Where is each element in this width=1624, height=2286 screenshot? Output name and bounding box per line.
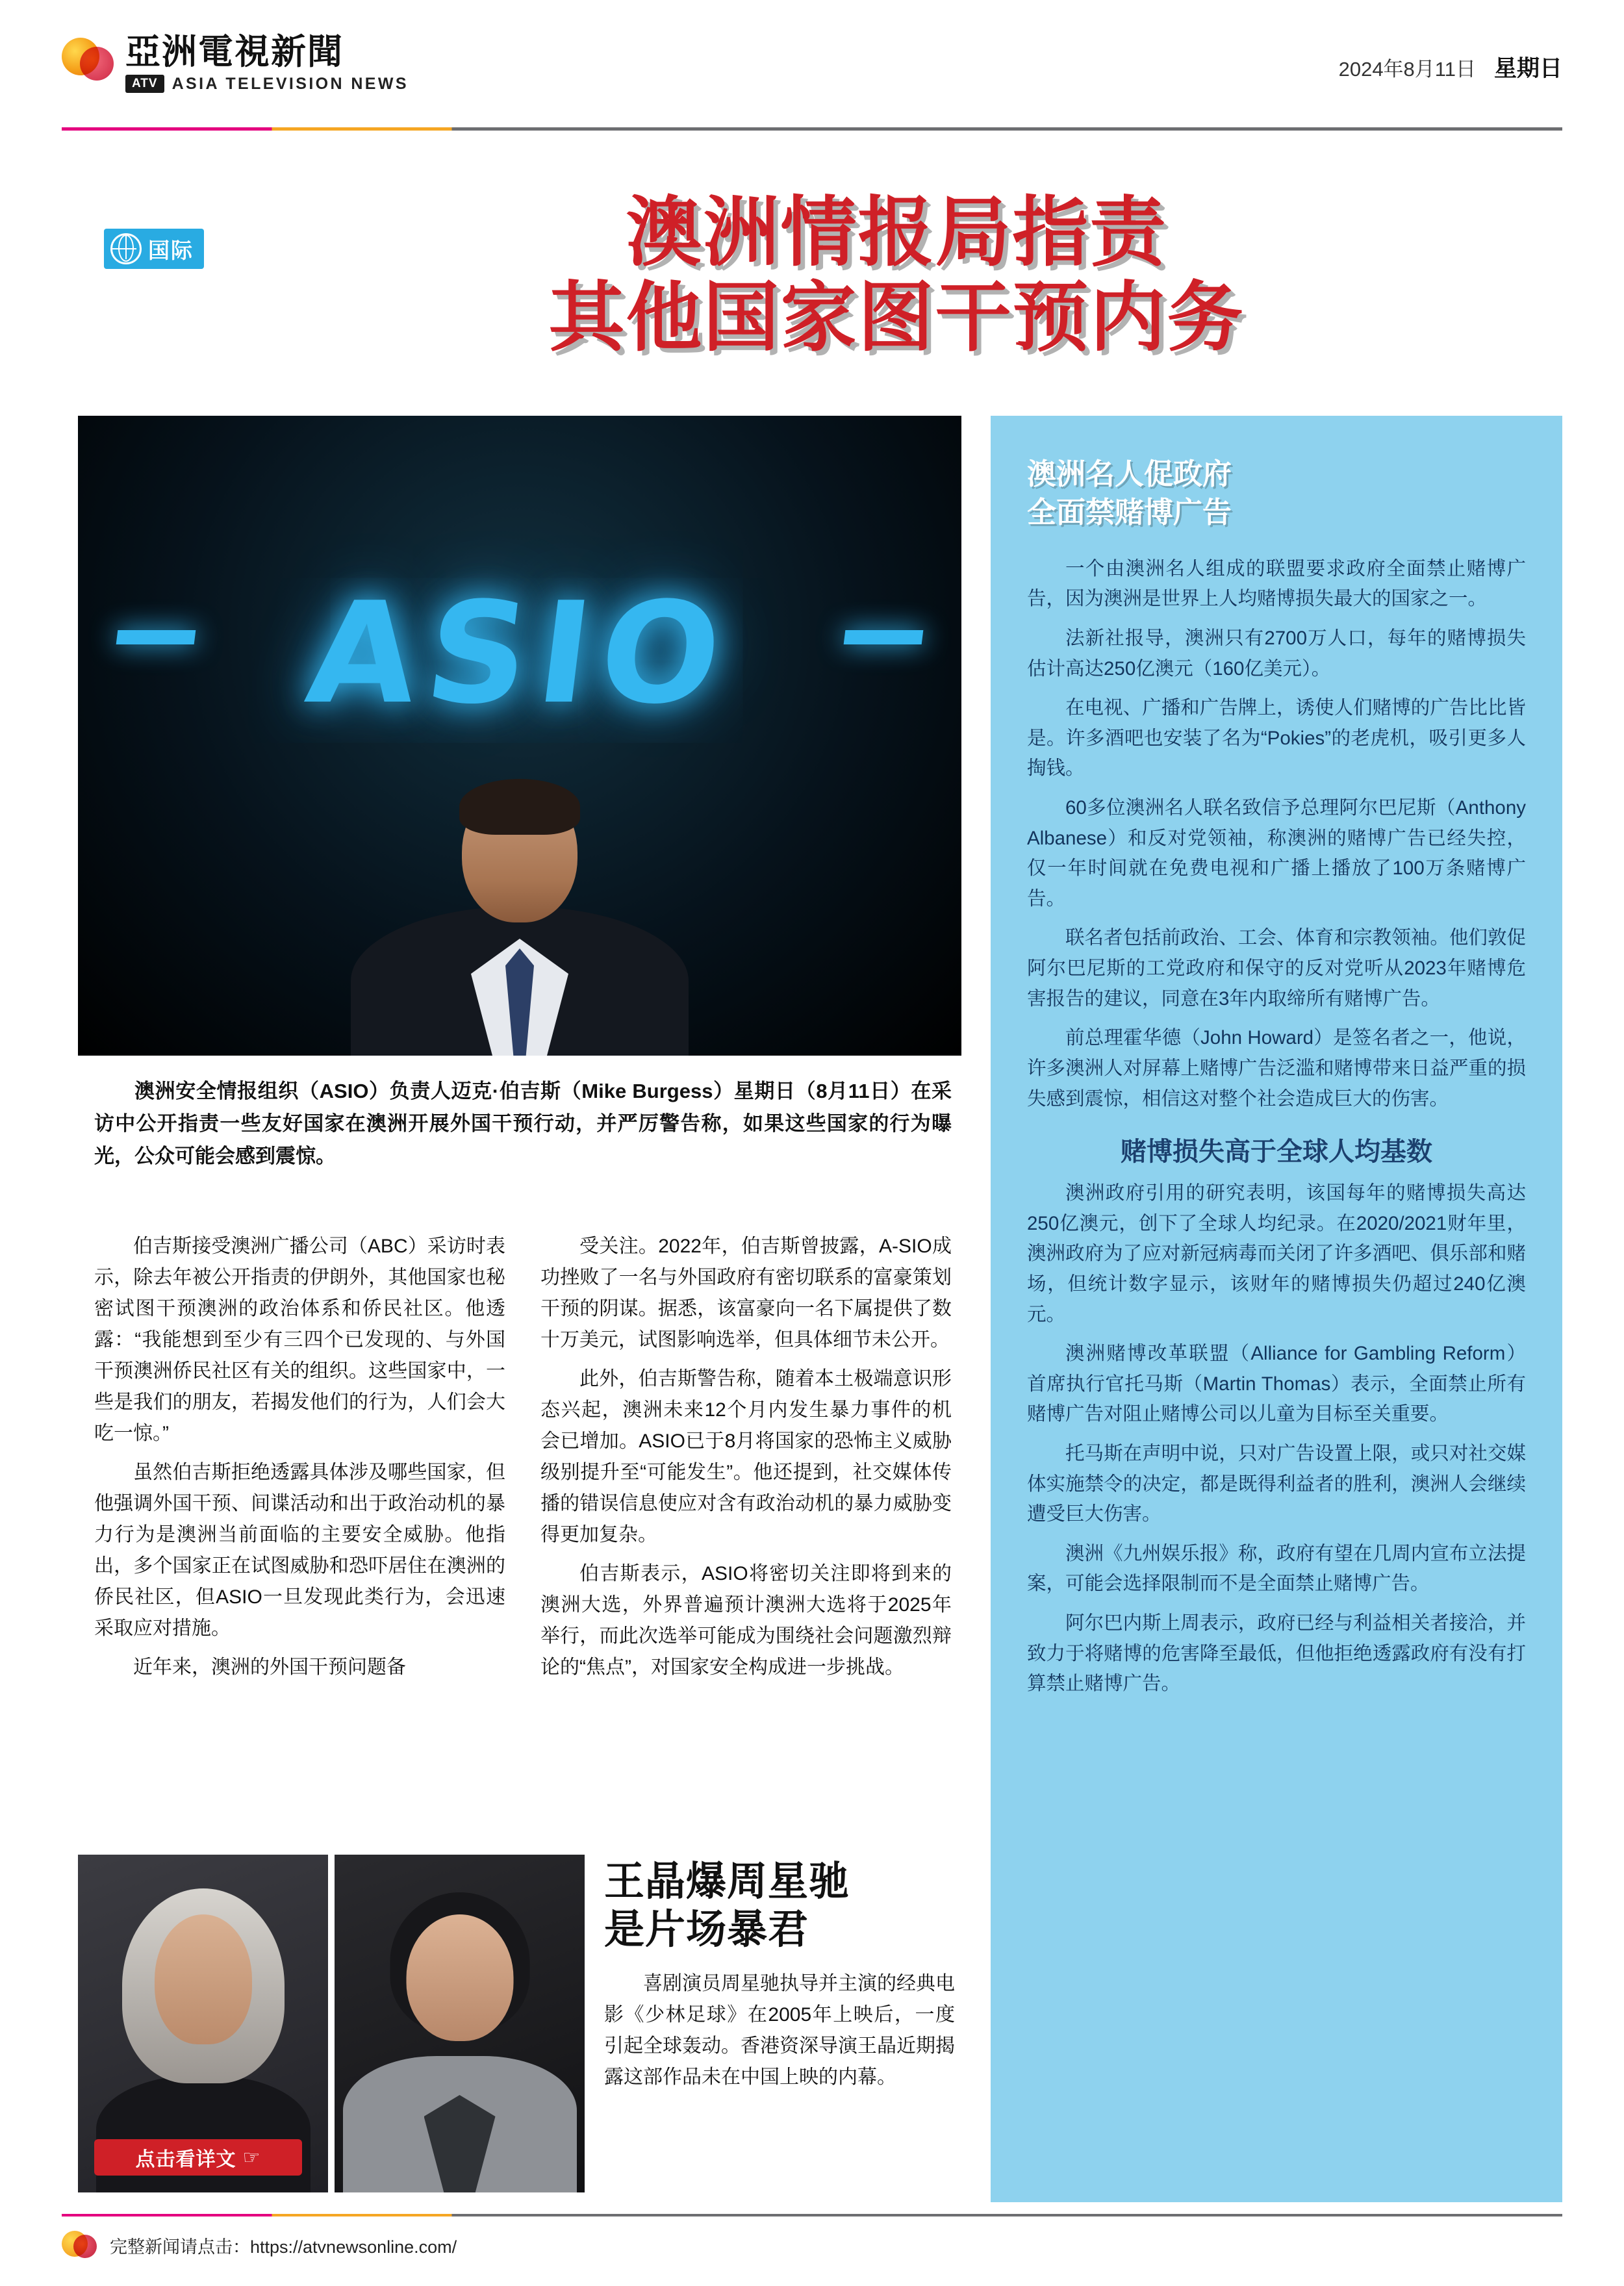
sidebar-paragraph: 澳洲赌博改革联盟（Alliance for Gambling Reform）首席执行官托马斯（Martin Thomas）表示，全面禁止所有赌博广告对阻止赌博公司以儿童为目标至关重要。: [1027, 1343, 1526, 1425]
sidebar-paragraph: 澳洲政府引用的研究表明，该国每年的赌博损失高达250亿澳元，创下了全球人均纪录。在2020/2021财年里，澳洲政府为了应对新冠病毒而关闭了许多酒吧、俱乐部和赌场，但统计数字显示，该财年的赌博损失仍超过240亿澳元。: [1027, 1182, 1526, 1325]
logo-title-en: ASIA TELEVISION NEWS: [171, 74, 409, 93]
logo-title-cn: 亞洲電視新聞: [125, 32, 344, 71]
sidebar-subheading: 赌博损失高于全球人均基数: [1121, 1137, 1432, 1167]
cursor-icon: ☞: [242, 2146, 261, 2168]
paragraph: 近年来，澳洲的外国干预问题备: [133, 1657, 406, 1678]
paragraph: 此外，伯吉斯警告称，随着本土极端意识形态兴起，澳洲未来12个月内发生暴力事件的机会已增加。ASIO已于8月将国家的恐怖主义威胁级别提升至“可能发生”。他还提到，社交媒体传播的错误信息使应对含有政治动机的暴力威胁变得更加复杂。: [540, 1368, 952, 1545]
headline-line-2: 其他国家图干预内务: [548, 273, 1245, 362]
publication-weekday: 星期日: [1493, 56, 1562, 81]
asio-dash-right: [844, 630, 924, 644]
atv-logo-icon: [62, 36, 114, 88]
sidebar-paragraph: 前总理霍华德（John Howard）是签名者之一，他说，许多澳洲人对屏幕上赌博广告泛滥和赌博带来日益严重的损失感到震惊，相信这对整个社会造成巨大的伤害。: [1027, 1027, 1526, 1110]
footer: [62, 2227, 457, 2263]
paragraph: 伯吉斯接受澳洲广播公司（ABC）采访时表示，除去年被公开指责的伊朗外，其他国家也秘密试图干预澳洲的政治体系和侨民社区。他透露：“我能想到至少有三四个已发现的、与外国干预澳洲侨民社区有关的组织。这些国家中，一些是我们的朋友，若揭发他们的行为，人们会大吃一惊。”: [94, 1236, 505, 1444]
footer-link[interactable]: 完整新闻请点击：https://atvnewsonline.com/: [110, 2237, 457, 2257]
secondary-headline-line-1: 王晶爆周星驰: [604, 1859, 850, 1904]
sidebar-paragraph: 法新社报导，澳洲只有2700万人口，每年的赌博损失估计高达250亿澳元（160亿美元）。: [1027, 628, 1526, 679]
publication-date: 2024年8月11日: [1338, 58, 1476, 81]
sidebar-title: [1027, 455, 1526, 532]
sidebar-paragraph: 托马斯在声明中说，只对广告设置上限，或只对社交媒体实施禁令的决定，都是既得利益者的胜利，澳洲人会继续遭受巨大伤害。: [1027, 1443, 1526, 1525]
atv-footer-logo-icon: [62, 2227, 98, 2263]
sidebar-paragraph: 联名者包括前政治、工会、体育和宗教领袖。他们敦促阿尔巴尼斯的工党政府和保守的反对党听从2023年赌博危害报告的建议，同意在3年内取缔所有赌博广告。: [1027, 927, 1526, 1010]
sidebar-paragraph: 澳洲《九州娱乐报》称，政府有望在几周内宣布立法提案，可能会选择限制而不是全面禁止赌博广告。: [1027, 1542, 1526, 1595]
logo[interactable]: [62, 34, 409, 94]
spokesperson-figure: [338, 783, 702, 1056]
asio-logo-text: ASIO: [299, 572, 741, 735]
sidebar-paragraph: 一个由澳洲名人组成的联盟要求政府全面禁止赌博广告，因为澳洲是世界上人均赌博损失最大的国家之一。: [1027, 557, 1526, 610]
article-column-1: [94, 1231, 505, 1691]
hero-photo: [78, 416, 961, 1056]
secondary-article-text: 喜剧演员周星驰执导并主演的经典电影《少林足球》在2005年上映后，一度引起全球轰动。香港资深导演王晶近期揭露这部作品未在中国上映的内幕。: [604, 1973, 955, 2088]
article-body: [94, 1231, 952, 1691]
headline-line-1: 澳洲情报局指责: [626, 188, 1167, 277]
read-more-button[interactable]: [94, 2139, 302, 2176]
paragraph: 伯吉斯表示，ASIO将密切关注即将到来的澳洲大选，外界普遍预计澳洲大选将于2025年举行，而此次选举可能成为围绕社会问题激烈辩论的“焦点”，对国家安全构成进一步挑战。: [540, 1563, 952, 1678]
category-label: 国际: [148, 238, 194, 262]
asio-dash-left: [116, 630, 196, 644]
sidebar-title-line-2: 全面禁赌博广告: [1027, 496, 1232, 529]
category-badge[interactable]: [104, 229, 204, 269]
secondary-photo-right: [335, 1855, 585, 2192]
secondary-headline-line-2: 是片场暴君: [604, 1907, 809, 1953]
masthead: [62, 34, 1562, 125]
atv-badge: ATV: [125, 75, 164, 93]
header-divider: [62, 127, 1562, 131]
sidebar-paragraph: 60多位澳洲名人联名致信予总理阿尔巴尼斯（Anthony Albanese）和反对党领袖，称澳洲的赌博广告已经失控，仅一年时间就在免费电视和广播上播放了100万条赌博广告。: [1027, 797, 1526, 909]
paragraph: 虽然伯吉斯拒绝透露具体涉及哪些国家，但他强调外国干预、间谍活动和出于政治动机的暴力行为是澳洲当前面临的主要安全威胁。他指出，多个国家正在试图威胁和恐吓居住在澳洲的侨民社区，但ASIO一旦发现此类行为，会迅速采取应对措施。: [94, 1462, 505, 1639]
read-more-label: 点击看详文: [135, 2149, 236, 2170]
globe-icon: [110, 233, 142, 264]
sidebar-paragraph: 阿尔巴内斯上周表示，政府已经与利益相关者接洽，并致力于将赌博的危害降至最低，但他拒绝透露政府有没有打算禁止赌博广告。: [1027, 1612, 1526, 1695]
footer-divider: [62, 2214, 1562, 2216]
lead-paragraph: 澳洲安全情报组织（ASIO）负责人迈克·伯吉斯（Mike Burgess）星期日（8月11日）在采访中公开指责一些友好国家在澳洲开展外国干预行动，并严厉警告称，如果这些国家的行为曝光，公众可能会感到震惊。: [94, 1080, 952, 1168]
page-title: [351, 190, 1442, 360]
paragraph: 受关注。2022年，伯吉斯曾披露，A-SIO成功挫败了一名与外国政府有密切联系的富豪策划干预的阴谋。据悉，该富豪向一名下属提供了数十万美元，试图影响选举，但具体细节未公开。: [540, 1236, 952, 1351]
sidebar-title-line-1: 澳洲名人促政府: [1027, 457, 1232, 490]
article-column-2: [540, 1231, 952, 1691]
sidebar-panel: [991, 416, 1562, 2202]
date-block: [1339, 51, 1562, 83]
sidebar-paragraph: 在电视、广播和广告牌上，诱使人们赌博的广告比比皆是。许多酒吧也安装了名为“Pokies”的老虎机，吸引更多人掏钱。: [1027, 697, 1526, 780]
secondary-headline: [604, 1858, 955, 1955]
